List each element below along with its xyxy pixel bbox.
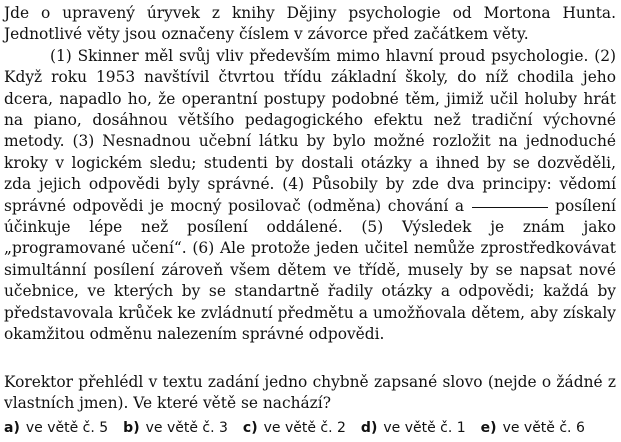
question-page [4,3,616,438]
answer-letter-c: c) [242,420,258,437]
answer-text-b: ve větě č. 3 [145,420,228,437]
answer-text-e: ve větě č. 6 [502,420,585,437]
intro-text: Jde o upravený úryvek z knihy Dějiny psychologie od Mortona Hunta. Jednotlivé věty jsou označeny číslem v závorce před začátkem věty. [4,4,616,44]
passage [4,46,616,346]
question-text: Korektor přehlédl v textu zadání jedno chybně zapsané slovo (nejde o žádné z vlastních jmen). Ve které větě se nachází? [4,372,616,412]
answer-text-d: ve větě č. 1 [383,420,466,437]
answer-letter-e: e) [480,420,497,437]
answer-blank [472,206,548,208]
answer-text-c: ve větě č. 2 [263,420,346,437]
section-gap [4,346,616,372]
answer-text-a: ve větě č. 5 [25,420,109,437]
answer-option-b[interactable] [123,418,228,438]
passage-part-2: posílení účinkuje lépe než posílení oddálené. (5) Výsledek je znám jako „programované učení“. (6) Ale protože jeden učitel nemůže zprostředkovávat simultánní posílení zároveň všem dětem ve třídě, musely by se napsat nové učebnice, ve kterých by se standartně řadily otázky a odpovědi; každá by představovala krůček ke zvládnutí předmětu a umožňovala dětem, aby získaly okamžitou odměnu nalezením správné odpovědi. [4,196,616,344]
answer-letter-b: b) [123,420,140,437]
answer-option-a[interactable] [4,418,108,438]
answer-option-d[interactable] [361,418,466,438]
answer-option-e[interactable] [481,418,585,438]
answer-option-c[interactable] [243,418,346,438]
answer-options [4,418,616,438]
passage-part-1: (1) Skinner měl svůj vliv především mimo hlavní proud psychologie. (2) Když roku 1953 navštívil čtvrtou třídu základní školy, do níž chodila jeho dcera, napadlo ho, že operantní postupy podobné těm, jimiž učil holuby hrát na piano, dosáhnou většího pedagogického efektu než tradiční výchovné metody. (3) Nesnadnou učební látku by bylo možné rozložit na jednoduché kroky v logickém sledu; studenti by dostali otázky a ihned by se dozvěděli, zda jejich odpovědi byly správné. (4) Působily by zde dva principy: vědomí správné odpovědi je mocný posilovač (odměna) chování a [4,46,616,215]
answer-letter-d: d) [360,420,378,437]
answer-letter-a: a) [4,420,20,437]
